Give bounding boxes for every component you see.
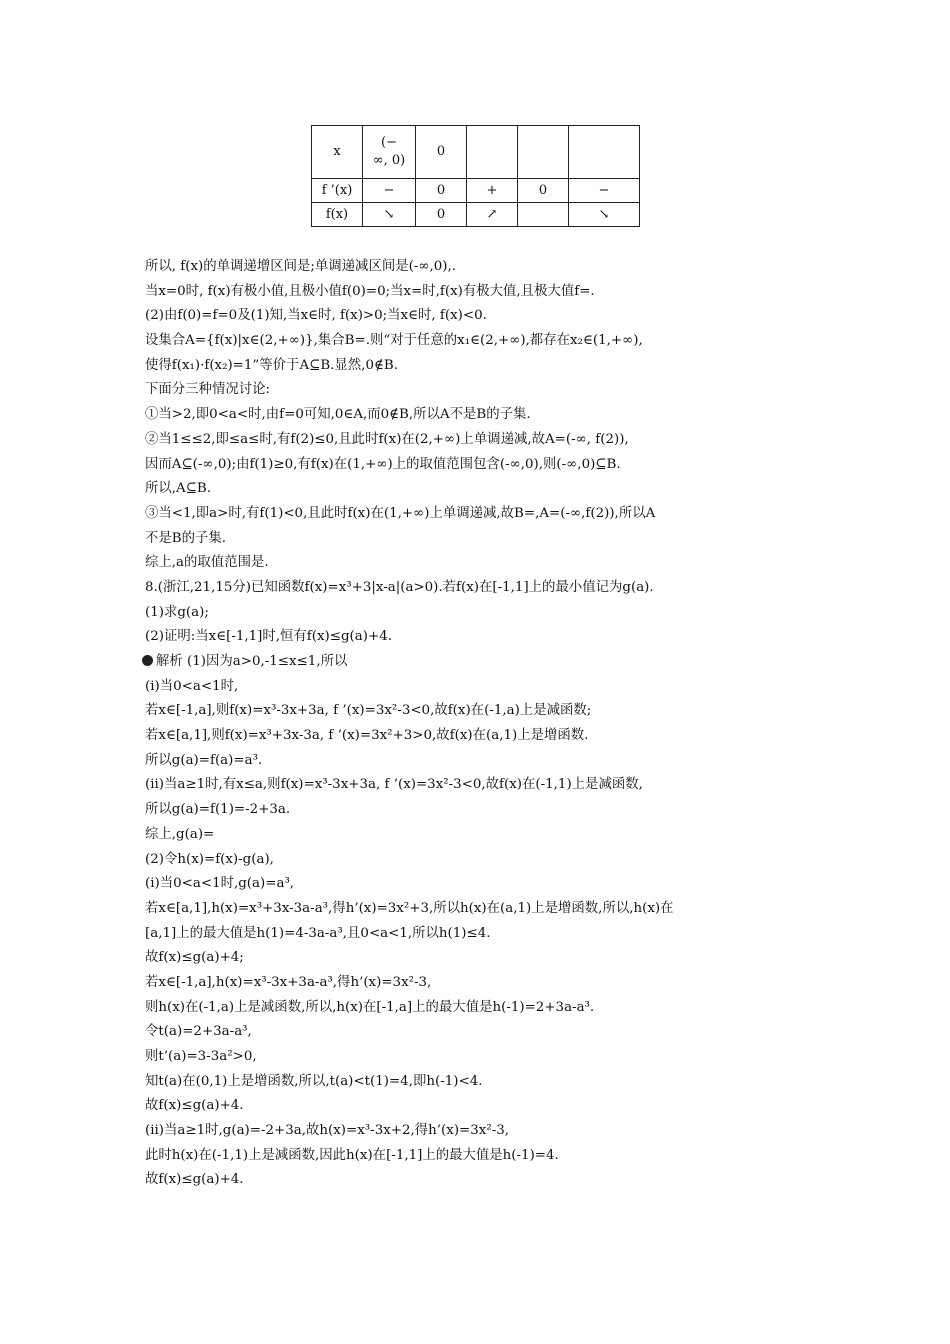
table-cell: ↘: [363, 203, 416, 227]
text-line: [145, 453, 815, 478]
table-cell: [518, 126, 569, 179]
table-cell: ↘: [569, 203, 640, 227]
text-line-content: (i)当0<a<1时,: [145, 678, 239, 694]
text-line-content: (2)令h(x)=f(x)-g(a),: [145, 851, 274, 867]
table-cell: 0: [416, 179, 467, 203]
text-line: [145, 551, 815, 576]
text-line: [145, 872, 815, 897]
text-line: [145, 724, 815, 749]
table-cell: [569, 126, 640, 179]
text-line-content: ②当1≤≤2,即≤a≤时,有f(2)≤0,且此时f(x)在(2,+∞)上单调递减,故A=(-∞, f(2)),: [145, 431, 629, 447]
text-line: [145, 798, 815, 823]
text-line-content: ③当<1,即a>时,有f(1)<0,且此时f(x)在(1,+∞)上单调递减,故B=,A=(-∞,f(2)),所以A: [145, 505, 656, 521]
text-line: [145, 1168, 815, 1193]
text-line-content: (ii)当a≥1时,有x≤a,则f(x)=x³-3x+3a, f ’(x)=3x²-3<0,故f(x)在(-1,1)上是减函数,: [145, 777, 643, 793]
text-line-content: 故f(x)≤g(a)+4;: [145, 950, 244, 966]
text-line-content: 故f(x)≤g(a)+4.: [145, 1098, 244, 1114]
text-line: [145, 601, 815, 626]
text-line-content: 则t’(a)=3-3a²>0,: [145, 1049, 257, 1064]
text-line-content: (2)证明:当x∈[-1,1]时,恒有f(x)≤g(a)+4.: [145, 629, 392, 645]
table-row: [312, 179, 640, 203]
text-line-content: (ii)当a≥1时,g(a)=-2+3a,故h(x)=x³-3x+2,得h’(x)=3x²-3,: [145, 1123, 509, 1139]
text-line: [145, 848, 815, 873]
text-line-content: 此时h(x)在(-1,1)上是减函数,因此h(x)在[-1,1]上的最大值是h(-1)=4.: [145, 1147, 559, 1163]
table-cell: 0: [416, 126, 467, 179]
text-line-content: 所以g(a)=f(a)=a³.: [145, 752, 263, 768]
text-line-content: 因而A⊆(-∞,0);由f(1)≥0,有f(x)在(1,+∞)上的取值范围包含(-∞,0),则(-∞,0)⊆B.: [145, 456, 621, 472]
text-line: [145, 650, 815, 675]
table-header-row: [312, 126, 640, 179]
text-line-content: (i)当0<a<1时,g(a)=a³,: [145, 876, 295, 892]
text-line: [145, 971, 815, 996]
text-line-content: 综上,g(a)=: [145, 826, 215, 842]
text-line-content: 知t(a)在(0,1)上是增函数,所以,t(a)<t(1)=4,即h(-1)<4.: [145, 1073, 483, 1089]
solution-mark-icon: [142, 655, 153, 666]
text-line-content: 所以, f(x)的单调递增区间是;单调递减区间是(-∞,0),.: [145, 259, 457, 274]
text-line: [145, 1119, 815, 1144]
text-line: [145, 773, 815, 798]
text-line: [145, 1144, 815, 1169]
text-line-content: 综上,a的取值范围是.: [145, 555, 269, 571]
text-line-content: 所以,A⊆B.: [145, 481, 212, 497]
text-line: [145, 675, 815, 700]
body-text: [145, 255, 815, 1193]
text-line-content: 若x∈[-1,a],则f(x)=x³-3x+3a, f ’(x)=3x²-3<0,故f(x)在(-1,a)上是减函数;: [145, 703, 592, 719]
text-line: [145, 403, 815, 428]
table-row: [312, 203, 640, 227]
text-line: [145, 280, 815, 305]
text-line-content: 所以g(a)=f(1)=-2+3a.: [145, 802, 291, 818]
table-cell: [518, 203, 569, 227]
text-line-content: (2)由f(0)=f=0及(1)知,当x∈时, f(x)>0;当x∈时, f(x)<0.: [145, 308, 487, 324]
text-line: [145, 428, 815, 453]
text-line: [145, 576, 815, 601]
text-line-content: 若x∈[a,1],h(x)=x³+3x-3a-a³,得h’(x)=3x²+3,所以h(x)在(a,1)上是增函数,所以,h(x)在: [145, 900, 674, 916]
text-line: [145, 1020, 815, 1045]
text-line-content: 不是B的子集.: [145, 530, 227, 546]
table-cell: f ’(x): [312, 179, 363, 203]
text-line: [145, 304, 815, 329]
table-cell: +: [467, 179, 518, 203]
text-line-content: 设集合A={f(x)|x∈(2,+∞)},集合B=.则“对于任意的x₁∈(2,+∞),都存在x₂∈(1,+∞),: [145, 333, 643, 349]
text-line-content: 若x∈[a,1],则f(x)=x³+3x-3a, f ’(x)=3x²+3>0,故f(x)在(a,1)上是增函数.: [145, 728, 589, 744]
text-line-content: 令t(a)=2+3a-a³,: [145, 1024, 252, 1040]
text-line-content: 故f(x)≤g(a)+4.: [145, 1172, 244, 1188]
interval-label: (− ∞, 0): [372, 135, 406, 168]
text-line-content: 解析 (1)因为a>0,-1≤x≤1,所以: [156, 654, 348, 669]
table-cell: [363, 126, 416, 179]
text-line: [145, 625, 815, 650]
text-line: [145, 922, 815, 947]
text-line-content: 若x∈[-1,a],h(x)=x³-3x+3a-a³,得h’(x)=3x²-3,: [145, 974, 432, 990]
text-line-content: ①当>2,即0<a<时,由f=0可知,0∈A,而0∉B,所以A不是B的子集.: [145, 407, 531, 423]
text-line: [145, 1094, 815, 1119]
table-cell: ↗: [467, 203, 518, 227]
text-line: [145, 897, 815, 922]
text-line-content: 下面分三种情况讨论:: [145, 382, 271, 398]
table-cell: f(x): [312, 203, 363, 227]
text-line: [145, 354, 815, 379]
table-cell: 0: [416, 203, 467, 227]
text-line: [145, 946, 815, 971]
table-cell: −: [363, 179, 416, 203]
text-line: [145, 502, 815, 527]
table-cell: [467, 126, 518, 179]
table-cell: 0: [518, 179, 569, 203]
text-line: [145, 477, 815, 502]
text-line: [145, 823, 815, 848]
text-line: [145, 329, 815, 354]
text-line-content: 使得f(x₁)·f(x₂)=1”等价于A⊆B.显然,0∉B.: [145, 357, 398, 373]
text-line: [145, 255, 815, 280]
text-line-content: [a,1]上的最大值是h(1)=4-3a-a³,且0<a<1,所以h(1)≤4.: [145, 925, 491, 941]
text-line: [145, 749, 815, 774]
text-line-content: 则h(x)在(-1,a)上是减函数,所以,h(x)在[-1,a]上的最大值是h(-1)=2+3a-a³.: [145, 999, 595, 1015]
text-line: [145, 996, 815, 1021]
text-line: [145, 378, 815, 403]
text-line-content: 当x=0时, f(x)有极小值,且极小值f(0)=0;当x=时,f(x)有极大值,且极大值f=.: [145, 283, 595, 299]
text-line-content: (1)求g(a);: [145, 604, 209, 620]
text-line: [145, 1045, 815, 1070]
text-line: [145, 527, 815, 552]
text-line: [145, 699, 815, 724]
table-cell: −: [569, 179, 640, 203]
text-line-content: 8.(浙江,21,15分)已知函数f(x)=x³+3|x-a|(a>0).若f(x)在[-1,1]上的最小值记为g(a).: [145, 579, 654, 595]
table-cell: x: [312, 126, 363, 179]
text-line: [145, 1070, 815, 1095]
sign-table: [311, 125, 640, 227]
